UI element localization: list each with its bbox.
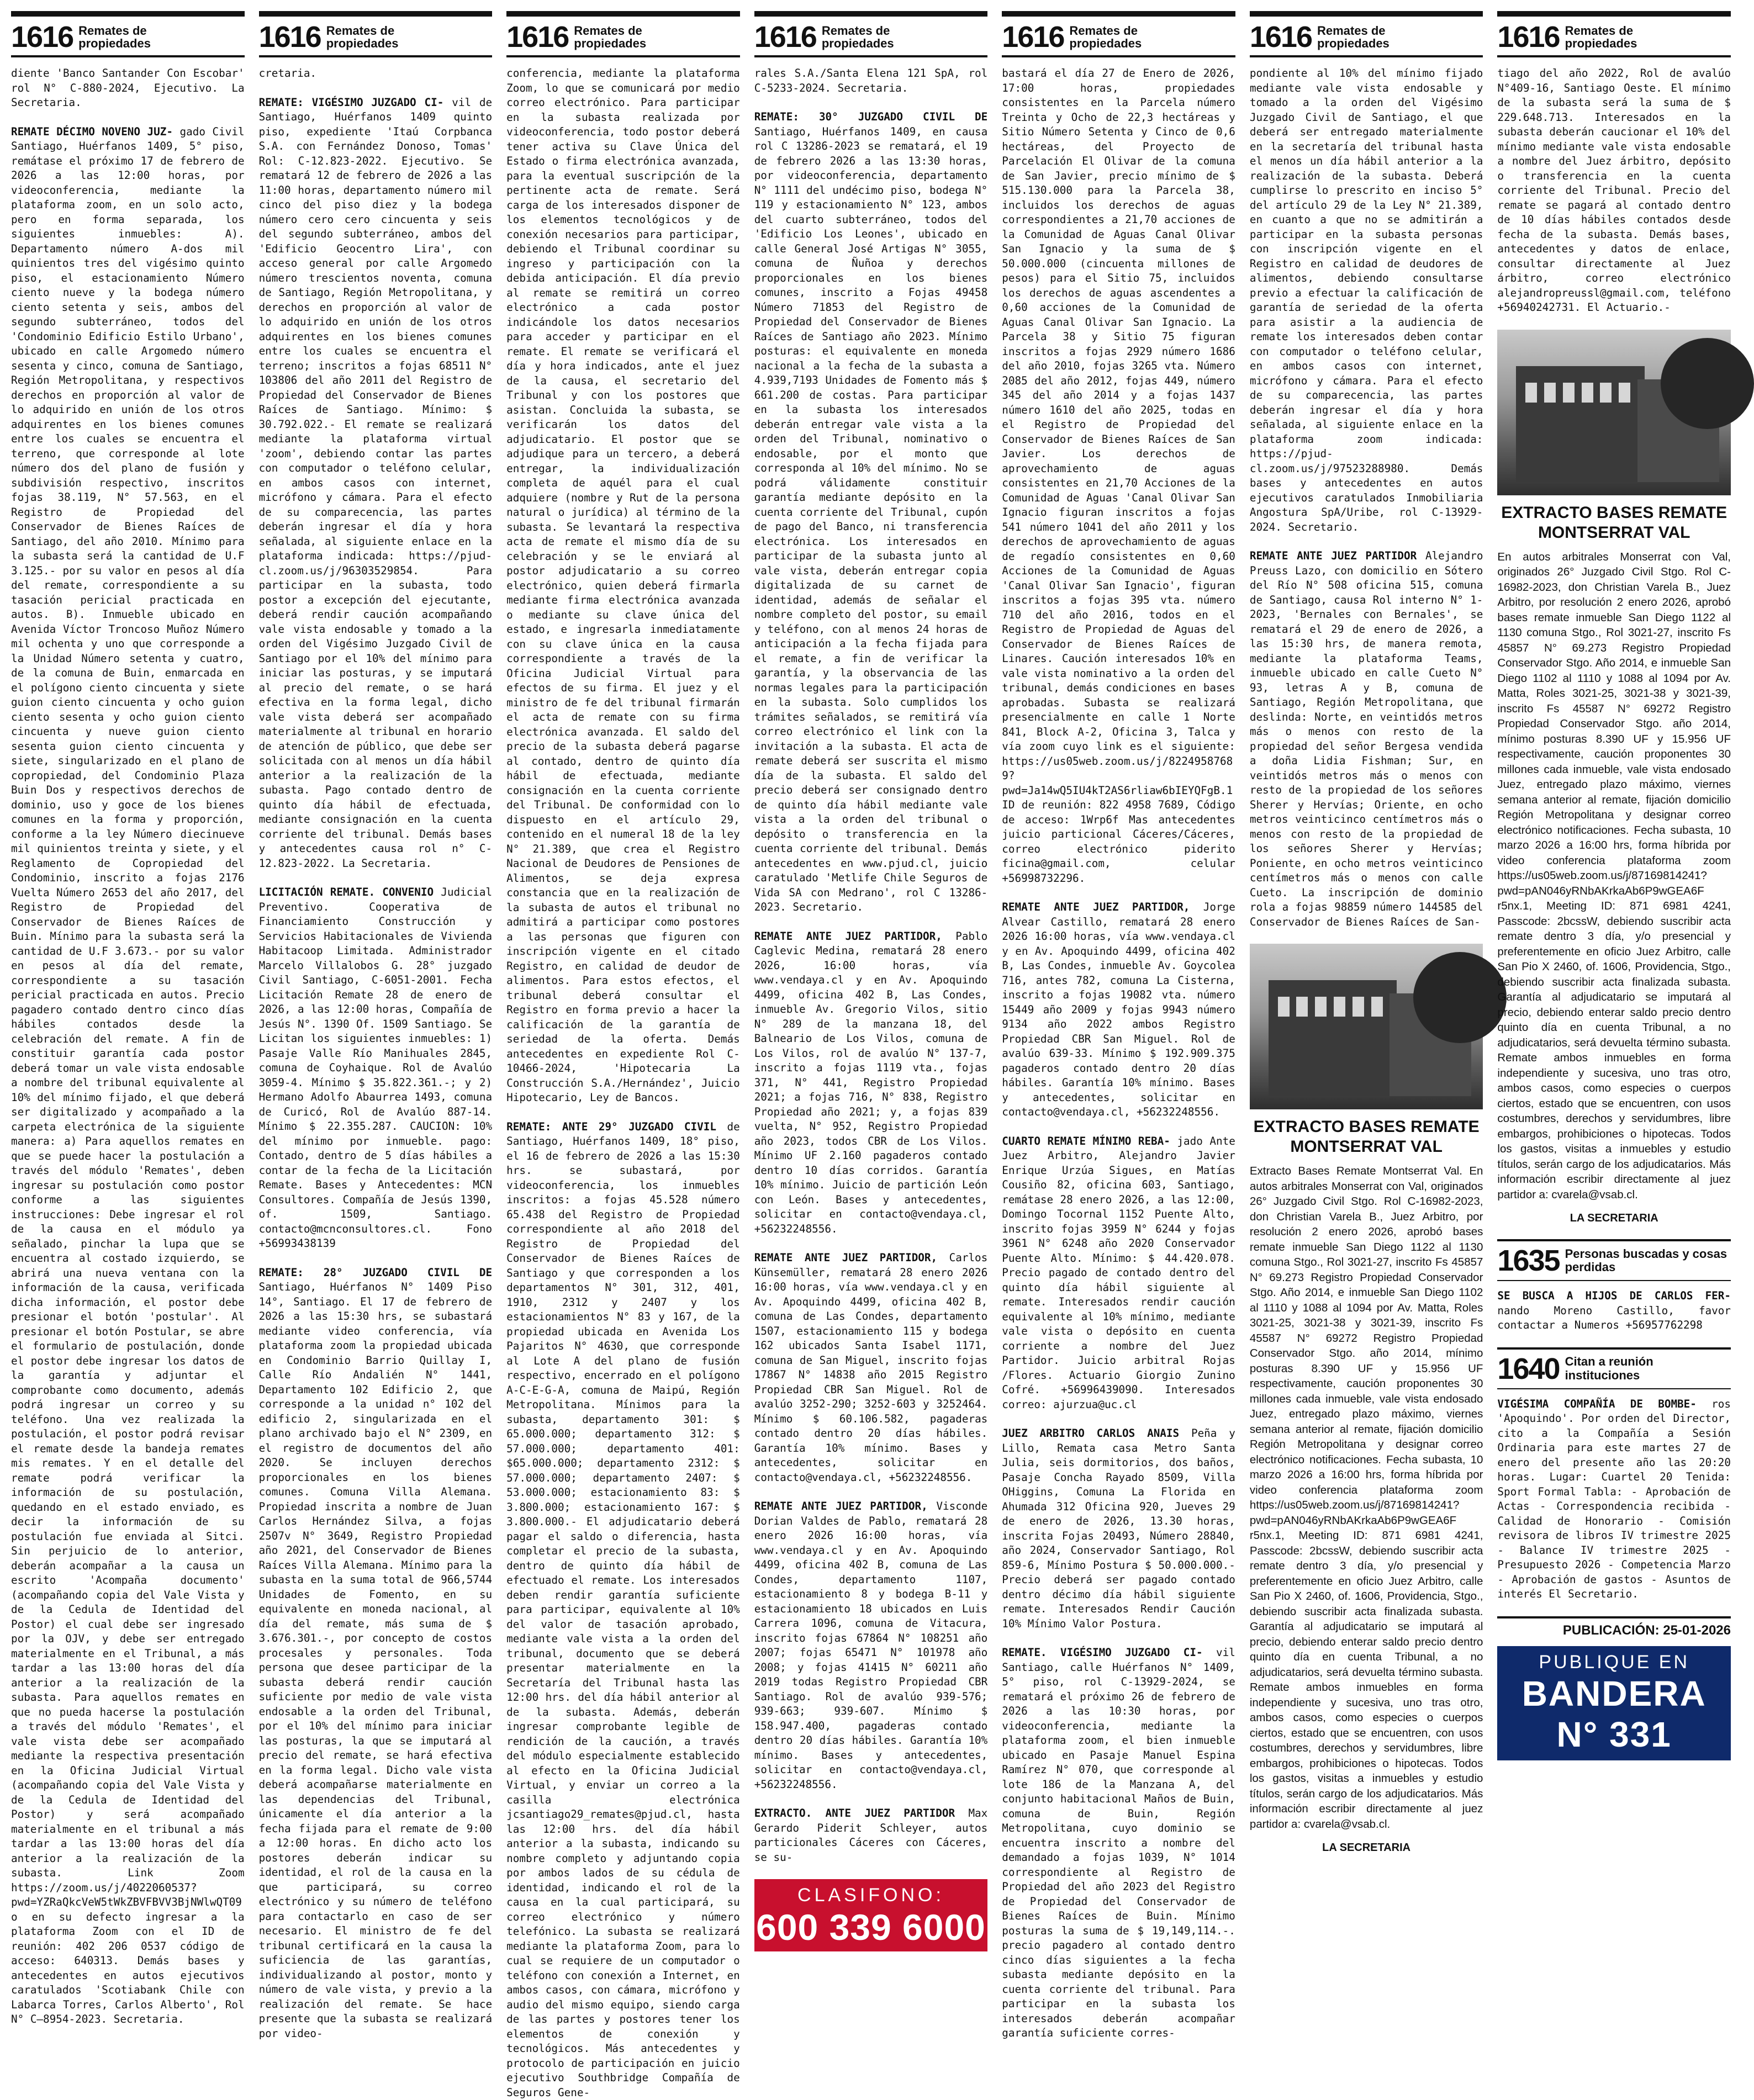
- section-label: Remates de propiedades: [822, 24, 916, 50]
- column-2: [259, 11, 493, 1885]
- clasifono-ad[interactable]: [754, 1879, 988, 1951]
- notice-body: Max Gerardo Piderit Schleyer, autos particionales Cáceres con Cáceres, se su-: [754, 1807, 994, 1864]
- extracto-body: Extracto Bases Remate Montserrat Val. En autos arbitrales Monserrat con Val, originados 26° Juzgado Civil Stgo. Rol C-16982-2023, don Christian Varela B., Juez Arbitro, por resolución 2 enero 2026, aprobó bases remate inmueble San Diego 1122 al 1130 comuna Stgo., Rol 3021-27, inscrito Fs 45857 N° 69.273 Registro Propiedad Conservador Stgo. Año 2014, e inmueble San Diego 1102 al 1110 y 1088 al 1094 por Av. Matta, Roles 3021-25, 3021-38 y 3021-39, inscrito Fs 45587 N° 69272 Registro Propiedad Conservador Stgo. año 2014, mínimo posturas 8.390 UF y 15.956 UF respectivamente, caución proponentes 30 millones cada inmueble, vale vista endosado Juez, entregado plazo máximo, viernes semana anterior al remate, fijación domicilio Región Metropolitana y designar correo electrónico notificaciones. Fecha subasta, 10 marzo 2026 a 16:00 hrs, forma híbrida por video conferencia plataforma zoom https://us05web.zoom.us/j/87169814241?pwd=pAN046yRNbAKrkaAb6P9wGEA6F r5nx.1, Meeting ID: 871 6981 4241, Passcode: 2bcssW, debiendo suscribir acta remate dentro 3 día, y/o presencial y preferentemente en oficio Juez Arbitro, calle San Pio X 2460, of. 1606, Providencia, Stgo., debiendo suscribir acta finalizada subasta. Garantía al adjudicatario se imputará al precio, debiendo enterar saldo precio dentro quinto día en cuenta Tribunal, a no adjudicatarios, será devuelta término subasta. Remate ambos inmuebles en forma independiente y sucesiva, uno tras otro, ambos casos, como especies o cuerpos ciertos, estado que se encuentren, con usos costumbres, derechos y servidumbres, libre embargos, prohibiciones o hipotecas. Todos los gastos, visitas a inmuebles y estudio títulos, serán cargo de los adjudicatarios. Más información escribir directamente al juez partidor a: cvarela@vsab.cl.: [1250, 1163, 1483, 1832]
- section-header: [1250, 11, 1483, 57]
- publique-line1: PUBLIQUE EN: [1497, 1652, 1731, 1673]
- window-shape: [1582, 383, 1593, 403]
- window-shape: [1600, 383, 1612, 403]
- notice-body: conferencia, mediante la plataforma Zoom, lo que se comunicará por medio correo electrónico. Para participar en la subasta realizada por videoconferencia, todo postor deberá tener activa su Clave Única del Estado o firma electrónica avanzada, para la eventual suscripción de la pertinente acta de remate. Será carga de los interesados disponer de los elementos tecnológicos y de conexión necesarios para participar, debiendo el Tribunal coordinar su ingreso y participación con la debida anticipación. El día previo al remate se remitirá un correo electrónico a cada postor indicándole los datos necesarios para acceder y participar en el remate. El remate se verificará el día y hora indicados, ante el juez de la causa, el secretario del Tribunal y con los postores que asistan. Concluida la subasta, se verificarán los datos del adjudicatario. El postor que se adjudique para un tercero, a deberá entregar, la individualización completa de aquél para el cual adquiere (nombre y Rut de la persona natural o jurídica) al término de la subasta. Se levantará la respectiva acta de remate el mismo día de su celebración y se le enviará al postor adjudicatario a su correo electrónico, quien deberá firmarla mediante firma electrónica avanzada o mediante su clave única del estado, e ingresarla inmediatamente con su clave única en la causa correspondiente a través de la Oficina Judicial Virtual para efectos de su firma. El juez y el ministro de fe del tribunal firmarán el acta de remate con su firma electrónica avanzada. El saldo del precio de la subasta deberá pagarse al contado, dentro de quinto día hábil de efectuada, mediante consignación en la cuenta corriente del Tribunal. De conformidad con lo dispuesto en el artículo 29, contenido en el numeral 18 de la ley N° 21.389, que crea el Registro Nacional de Deudores de Pensiones de Alimentos, se deja expresa constancia que en la realización de la subasta de autos el tribunal no admitirá a participar como postores a las personas que figuren con inscripción vigente en el citado Registro, en calidad de deudor de alimentos. Para estos efectos, el tribunal deberá consultar el Registro en forma previo a hacer la calificación de la garantía de seriedad de la oferta. Demás antecedentes en expediente Rol C-10466-2024, 'Hipotecaria La Construcción S.A./Hernández', Juicio Hipotecario, Ley de Bancos.: [506, 67, 746, 1104]
- window-shape: [1315, 997, 1327, 1017]
- extracto-body: En autos arbitrales Monserrat con Val, originados 26° Juzgado Civil Stgo. Rol C-16982-2023, don Christian Varela B., Juez Arbitro, por resolución 2 enero 2026, aprobó bases remate inmueble San Diego 1122 al 1130 comuna Stgo., Rol 3021-27, inscrito Fs 45857 N° 69.273 Registro Propiedad Conservador Stgo. Año 2014, e inmueble San Diego 1102 al 1110 y 1088 al 1094 por Av. Matta, Roles 3021-25, 3021-38 y 3021-39, inscrito Fs 45587 N° 69272 Registro Propiedad Conservador Stgo. año 2014, mínimo posturas 8.390 UF y 15.956 UF respectivamente, caución proponentes 30 millones cada inmueble, vale vista endosado Juez, entregado plazo máximo, viernes semana anterior al remate, fijación domicilio Región Metropolitana y designar correo electrónico notificaciones. Fecha subasta, 10 marzo 2026 a 16:00 hrs, forma híbrida por video conferencia plataforma zoom https://us05web.zoom.us/j/87169814241?pwd=pAN046yRNbAKrkaAb6P9wGEA6F r5nx.1, Meeting ID: 871 6981 4241, Passcode: 2bcssW, debiendo suscribir acta remate dentro 3 día, y/o presencial y preferentemente en oficio Juez Arbitro, calle San Pio X 2460, of. 1606, Providencia, Stgo., debiendo suscribir acta finalizada subasta. Garantía al adjudicatario se imputará al precio, debiendo enterar saldo precio dentro quinto día en cuenta Tribunal, a no adjudicatarios, será devuelta término subasta. Remate ambos inmuebles en forma independiente y sucesiva, uno tras otro, ambos casos, como especies o cuerpos ciertos, estado que se encuentren, con usos costumbres, derechos y servidumbres, libre embargos, prohibiciones o hipotecas. Todos los gastos, visitas a inmuebles y estudio títulos, serán cargo de los adjudicatarios. Más información escribir directamente al juez partidor a: cvarela@vsab.cl.: [1497, 549, 1731, 1203]
- category-label: Personas buscadas y cosas perdidas: [1565, 1247, 1731, 1274]
- window-shape: [1353, 997, 1364, 1017]
- section-number: 1616: [1250, 22, 1312, 52]
- section-label: Remates de propiedades: [1565, 24, 1659, 50]
- notice-body: Jorge Alvear Castillo, rematará 28 enero 2026 16:00 horas, vía www.vendaya.cl y en Av. Apoquindo 4499, oficina 402 B, Las Condes, inmueble Av. Goycolea 716, antes 782, comuna La Cisterna, inscrito a fojas 19082 vta. número 15449 año 2009 y fojas 9943 número 9134 año 2022 ambos Registro Propiedad CBR San Miguel. Rol de avalúo 639-33. Mínimo $ 192.909.375 pagaderos contado dentro 20 días hábiles. Garantía 10% mínimo. Bases y antecedentes, solicitar en contacto@vendaya.cl, +56232248556.: [1002, 901, 1241, 1118]
- property-photo: [1250, 944, 1483, 1109]
- notice-text: [754, 1251, 988, 1485]
- notice-body: nando Moreno Castillo, favor contactar a Numeros +56957762298: [1497, 1304, 1737, 1332]
- section-number: 1616: [754, 22, 816, 52]
- notice-body: ros 'Apoquindo'. Por orden del Director, cito a la Compañía a Sesión Ordinaria para este martes 27 de enero del presente año las 20:20 horas. Lugar: Cuartel 20 Tenida: Sport Formal Tabla: - Aprobación de Actas - Correspondencia recibida - Calidad de Honorario - Comisión revisora de libros IV trimestre 2025 - Balance IV trimestre 2025 - Presupuesto 2026 - Competencia Marzo - Aprobación de gastos - Asuntos de interés El Secretario.: [1497, 1398, 1737, 1601]
- notice-heading: VIGÉSIMA COMPAÑÍA DE BOMBE-: [1497, 1398, 1696, 1410]
- notice-heading: LICITACIÓN REMATE. CONVENIO: [259, 886, 434, 898]
- notice-text: [754, 110, 988, 915]
- secretaria-signature: LA SECRETARIA: [1250, 1842, 1483, 1854]
- window-shape: [1278, 997, 1290, 1017]
- notice-text: [1002, 1426, 1235, 1631]
- clasifono-title: CLASIFONO:: [754, 1885, 988, 1906]
- notice-text: [754, 1806, 988, 1865]
- notice-body: bastará el día 27 de Enero de 2026, 17:00 horas, propiedades consistentes en la Parcela número Treinta y Ocho de 22,3 hectáreas y Sitio Número Setenta y Cinco de 0,6 hectáreas, del Proyecto de Parcelación El Olivar de la comuna de San Javier, precio mínimo de $ 515.130.000 para la Parcela 38, incluidos los derechos de aguas correspondientes a 21,70 acciones de la Comunidad de Aguas Canal Olivar San Ignacio y la suma de $ 50.000.000 (cincuenta millones de pesos) para el Sitio 75, incluidos los derechos de aguas ascendentes a 0,60 acciones de la Comunidad de Aguas Canal Olivar San Ignacio. La Parcela 38 y Sitio 75 figuran inscritos a fojas 2929 número 1686 del año 2010, fojas 3265 vta. Número 2085 del año 2012, fojas 449, número 345 del año 2014 y a fojas 1437 número 1610 del año 2025, todas en el Registro de Propiedad del Conservador de Bienes Raíces de San Javier. Los derechos de aprovechamiento de aguas consistentes en 21,70 Acciones de la Comunidad de Aguas 'Canal Olivar San Ignacio figuran inscritos a fojas 541 número 1041 del año 2011 y los derechos de aprovechamiento de aguas de regadío consistentes en 0,60 Acciones de la Comunidad de Aguas 'Canal Olivar San Ignacio', figuran inscritos a fojas 395 vta. número 710 del año 2016, todos en el Registro de Propiedad de Aguas del Conservador de Bienes Raíces de Linares. Caución interesados 10% en vale vista nominativo a la orden del tribunal, demás condiciones en bases aprobadas. Subasta se realizará presencialmente en calle 1 Norte 841, Block A-2, Oficina 3, Talca y vía zoom cuyo link es el siguiente: https://us05web.zoom.us/j/82249587689?pwd=Ja14wQ5IU4kT2AS6rliaw6bIEYQFgB.1 ID de reunión: 822 4958 7689, Código de acceso: 1Wrp6f Mas antecedentes juicio particional Cáceres/Cáceres, correo electrónico piderito​ficina@gmail.com, celular +56998732296.: [1002, 67, 1241, 885]
- window-shape: [1371, 997, 1383, 1017]
- tree-shape: [1413, 952, 1507, 1043]
- column-4: [754, 11, 988, 1885]
- notice-text: [259, 1266, 493, 2041]
- notice-text: [259, 66, 493, 81]
- tree-shape: [1661, 338, 1754, 429]
- section-header: [11, 11, 245, 57]
- notice-text: [1497, 1289, 1731, 1333]
- notice-body: Alejandro Preuss Lazo, con domicilio en Sótero del Río N° 508 oficina 515, comuna de Santiago, causa Rol interno N° 1-2023, 'Bernales con Bernales', se rematará el 29 de enero de 2026, a las 15:30 hrs, de manera remota, mediante la plataforma Teams, inmueble ubicado en calle Cueto N° 93, letras A y B, comuna de Santiago, Región Metropolitana, que deslinda: Norte, en veintidós metros más o menos con resto de la propiedad del señor Bergesa vendida a doña Lidia Fishman; Sur, en veintidós metros más o menos con resto de la propiedad de los señores Sherer y Hervías; Oriente, en ocho metros veinticinco centímetros más o menos con resto de la propiedad de los señores Sherer y Hervías; Poniente, en ocho metros veinticinco centímetros más o menos con calle Cueto. La inscripción de dominio rola a fojas 98859 número 144585 del Conservador de Bienes Raíces de San-: [1250, 549, 1489, 928]
- notice-heading: EXTRACTO. ANTE JUEZ PARTIDOR: [754, 1807, 955, 1819]
- notice-heading: REMATE: VIGÉSIMO JUZGADO CI-: [259, 96, 444, 109]
- notice-heading: REMATE ANTE JUEZ PARTIDOR,: [1002, 901, 1190, 913]
- notice-text: [1250, 549, 1483, 929]
- section-label: Remates de propiedades: [78, 24, 172, 50]
- category-number: 1635: [1497, 1246, 1559, 1276]
- notice-heading: REMATE: 28° JUZGADO CIVIL DE: [259, 1266, 493, 1279]
- column-7: [1497, 11, 1731, 1885]
- notice-text: [11, 66, 245, 110]
- category-header: [1497, 1347, 1731, 1389]
- notice-text: [259, 96, 493, 871]
- window-shape: [1334, 997, 1345, 1017]
- notice-heading: REMATE. VIGÉSIMO JUZGADO CI-: [1002, 1646, 1202, 1659]
- notice-heading: REMATE ANTE JUEZ PARTIDOR,: [754, 1251, 937, 1264]
- notice-body: vil Santiago, calle Huérfanos N° 1409, 5° piso, rol C-13929-2024, se rematará el próximo 26 de febrero de 2026 a las 10:30 horas, por videoconferencia, mediante la plataforma zoom, el bien inmueble ubicado en Pasaje Manuel Espina Ramírez N° 070, que corresponde al lote 186 de la Manzana A, del conjunto habitacional Maños de Buin, comuna de Buin, Región Metropolitana, cuyo dominio se encuentra inscrito a nombre del demandado a fojas 1039, N° 1014 correspondiente al Registro de Propiedad del año 2023 del Registro de Propiedad del Conservador de Bienes Raíces de Buin. Mínimo posturas la suma de $ 19,149,114.-. precio pagadero al contado dentro cinco días siguientes a la fecha subasta mediante depósito en la cuenta corriente del tribunal. Para participar en la subasta los interesados deberán acompañar garantía suficiente corres-: [1002, 1646, 1241, 2039]
- column-3: [506, 11, 740, 1885]
- notice-body: diente 'Banco Santander Con Escobar' rol N° C-880-2024, Ejecutivo. La Secretaria.: [11, 67, 251, 109]
- section-header: [1002, 11, 1235, 57]
- section-number: 1616: [1002, 22, 1064, 52]
- section-header: [506, 11, 740, 57]
- notice-body: de Santiago, Huérfanos 1409, 18° piso, el 16 de febrero de 2026 a las 15:30 hrs. se subastará, por videoconferencia, los inmuebles inscritos: a fojas 45.528 número 65.438 del Registro de Propiedad correspondiente al año 2018 del Registro de Propiedad del Conservador de Bienes Raíces de Santiago y que corresponden a los departamentos N° 301, 312, 401, 1910, 2312 y 2407 y los estacionamientos N° 83 y 167, de la propiedad ubicada en Avenida Los Pajaritos N° 4630, que corresponde al Lote A del plano de fusión respectivo, encerrado en el polígono A-C-E-G-A, comuna de Maipú, Región Metropolitana. Mínimos para la subasta, departamento 301: $ 65.000.000; departamento 312: $ 57.000.000; departamento 401: $65.000.000; departamento 2312: $ 57.000.000; departamento 2407: $ 53.000.000; estacionamiento 83: $ 3.800.000; estacionamiento 167: $ 3.800.000.- El adjudicatario deberá pagar el saldo o diferencia, hasta completar el precio de la subasta, dentro de quinto día hábil de efectuado el remate. Los interesados deben rendir garantía suficiente para participar, equivalente al 10% del valor de tasación aprobado, mediante vale vista a la orden del tribunal, documento que se deberá presentar materialmente en la Secretaría del Tribunal hasta las 12:00 hrs. del día hábil anterior al de la subasta. Además, deberán ingresar comprobante legible de rendición de la caución, a través del módulo especialmente establecido al efecto en la Oficina Judicial Virtual, y enviar un correo a la casilla electrónica jcsantiago29_remates@pjud.cl, hasta las 12:00 hrs. del día hábil anterior a la subasta, indicando su nombre completo y adjuntando copia por ambos lados de su cédula de identidad, indicando el rol de la causa en la cual participará, su correo electrónico y número telefónico. La subasta se realizará mediante la plataforma Zoom, para lo cual se requiere de un computador o teléfono con conexión a Internet, en ambos casos, con cámara, micrófono y audio del mismo equipo, siendo carga de las partes y postores tener los elementos de conexión y tecnológicos. Más antecedentes y protocolo de participación en juicio ejecutivo Southbridge Compañía de Seguros Gene-: [506, 1120, 746, 2099]
- window-shape: [1563, 383, 1575, 403]
- notice-heading: REMATE: ANTE 29° JUZGADO CIVIL: [506, 1120, 716, 1133]
- notice-heading: CUARTO REMATE MÍNIMO REBA-: [1002, 1135, 1170, 1147]
- category-number: 1640: [1497, 1354, 1559, 1384]
- section-header: [1497, 11, 1731, 57]
- section-header: [754, 11, 988, 57]
- notice-body: Santiago, Huérfanos 1409, en causa rol C 13286-2023 se rematará, el 19 de febrero 2026 a las 13:30 horas, por videoconferencia, departamento N° 1111 del undécimo piso, bodega N° 119 y estacionamiento N° 123, ambos del cuarto subterráneo, todos del 'Edificio Los Leones', ubicado en calle General José Artigas N° 3055, comuna de Ñuñoa y derechos proporcionales en los bienes comunes, inscrito a Fojas 49458 Número 71853 del Registro de Propiedad del Conservador de Bienes Raíces de Santiago año 2023. Mínimo posturas: el equivalente en moneda nacional a la fecha de la subasta a 4.939,7193 Unidades de Fomento más $ 661.200 de costas. Para participar en la subasta los interesados deberán entregar vale vista a la orden del Tribunal, nominativo o endosable, por el monto que corresponda al 10% del mínimo. No se podrá válidamente constituir garantía mediante depósito en la cuenta corriente del Tribunal, cupón de pago del Banco, ni transferencia electrónica. Los interesados en participar de la subasta junto al vale vista, deberán entregar copia digitalizada de su carnet de identidad, además de señalar el nombre completo del postor, su email y teléfono, con al menos 24 horas de anticipación a la fecha fijada para el remate, a fin de verificar la garantía, y la observancia de las normas legales para la participación en la subasta. Solo cumplidos los trámites señalados, se remitirá vía correo electrónico el link con la invitación a la subasta. El acta de remate deberá ser suscrita el mismo día de la subasta. El saldo del precio deberá ser consignado dentro de quinto día hábil mediante vale vista a la orden del tribunal o depósito o transferencia en la cuenta corriente del tribunal. Demás antecedentes en www.pjud.cl, juicio caratulado 'Metlife Chile Seguros de Vida SA con Medrano', rol C 13286-2023. Secretario.: [754, 125, 994, 914]
- notice-heading: REMATE DÉCIMO NOVENO JUZ-: [11, 125, 173, 138]
- section-label: Remates de propiedades: [574, 24, 668, 50]
- notice-body: Visconde Dorian Valdes de Pablo, rematará 28 enero 2026 16:00 horas, vía www.vendaya.cl y en Av. Apoquindo 4499, oficina 402 B, comuna de Las Condes, departamento 1107, estacionamiento 8 y bodega B-11 y estacionamiento 18 ubicados en Luis Carrera 1096, comuna de Vitacura, inscrito fojas 67864 N° 108251 año 2007; fojas 65471 N° 101978 año 2008; y fojas 41415 N° 60211 año 2019 todas Registro Propiedad CBR Santiago. Rol de avalúo 939-576; 939-663; 939-607. Mínimo $ 158.947.400, pagaderas contado dentro 20 días hábiles. Garantía 10% mínimo. Bases y antecedentes, solicitar en contacto@vendaya.cl, +56232248556.: [754, 1500, 994, 1791]
- notice-heading: REMATE ANTE JUEZ PARTIDOR,: [754, 930, 942, 943]
- notice-text: [1497, 1397, 1731, 1602]
- notice-text: [754, 1499, 988, 1792]
- notice-text: [754, 929, 988, 1237]
- publication-date: PUBLICACIÓN: 25-01-2026: [1497, 1616, 1731, 1638]
- section-number: 1616: [1497, 22, 1559, 52]
- notice-body: Peña y Lillo, Remata casa Metro Santa Julia, seis dormitorios, dos baños, Pasaje Concha Rayado 8509, Villa OHiggins, Comuna La Florida en Ahumada 312 Oficina 920, Jueves 29 de enero de 2026, 13.30 horas, inscrita Fojas 20493, Número 28840, año 2024, Conservador Santiago, Rol 859-6, Mínimo Postura $ 50.000.000.- Precio deberá ser pagado contado dentro décimo día hábil siguiente remate. Interesados Rendir Caución 10% Mínimo Valor Postura.: [1002, 1427, 1241, 1630]
- notice-body: rales S.A./Santa Elena 121 SpA, rol C-5233-2024. Secretaria.: [754, 67, 994, 94]
- notice-text: [11, 125, 245, 2027]
- classified-page: [11, 11, 1731, 1885]
- clasifono-phone: 600 339 6000: [754, 1906, 988, 1948]
- notice-body: Carlos Künsemüller, rematará 28 enero 2026 16:00 horas, vía www.vendaya.cl y en Av. Apoquindo 4499, oficina 402 B, comuna de Las Condes, departamento 1507, estacionamiento 115 y bodega 162 ubicados Santa Isabel 1171, comuna de San Miguel, inscrito fojas 17867 N° 14838 año 2015 Registro Propiedad CBR San Miguel. Rol de avalúo 3252-290; 3252-603 y 3252464. Mínimo $ 60.106.582, pagaderas contado dentro 20 días hábiles. Garantía 10% mínimo. Bases y antecedentes, solicitar en contacto@vendaya.cl, +56232248556.: [754, 1251, 994, 1484]
- notice-body: jado Ante Juez Arbitro, Alejandro Javier Enrique Urzúa Sigues, en Matías Cousiño 82, oficina 603, Santiago, remátase 28 enero 2026, a las 12:00, Domingo Tocornal 1152 Puente Alto, inscrito fojas 3959 N° 6244 y fojas 3961 N° 6248 año 2020 Conservador Puente Alto. Mínimo: $ 44.420.078. Precio pagado de contado dentro del quinto día hábil siguiente al remate. Interesados rendir caución equivalente al 10% mínimo, mediante vale vista o depósito en cuenta corriente a nombre del Juez Partidor. Juicio arbitral Rojas /Flores. Actuario Giorgio Zunino Cofré. +56996439090. Interesados correo: ajurzua@uc.cl: [1002, 1135, 1241, 1411]
- section-number: 1616: [506, 22, 568, 52]
- notice-text: [259, 885, 493, 1251]
- notice-body: Pablo Caglevic Medina, rematará 28 enero 2026, 16:00 horas, vía www.vendaya.cl y en Av. Apoquindo 4499, oficina 402 B, Las Condes, inmueble Av. Gregorio Vilos, sitio N° 289 de la manzana 18, del Balneario de Los Vilos, comuna de Los Vilos, rol de avalúo N° 137-7, inscrito a fojas 1119 vta., fojas 371, N° 441, Registro Propiedad 2021; a fojas 716, N° 838, Registro Propiedad año 2021; y, a fojas 839 vuelta, N° 952, Registro Propiedad año 2023, todos CBR de Los Vilos. Mínimo UF 2.160 pagaderos contado dentro 10 días corridos. Garantía 10% mínimo. Juicio de partición León con León. Bases y antecedentes, solicitar en contacto@vendaya.cl, +56232248556.: [754, 930, 994, 1235]
- notice-text: [1002, 66, 1235, 886]
- window-shape: [1544, 383, 1556, 403]
- publique-line2: BANDERA N° 331: [1497, 1673, 1731, 1755]
- section-number: 1616: [11, 22, 73, 52]
- notice-body: gado Civil Santiago, Huérfanos 1409, 5° piso, remátase el próximo 17 de febrero de 2026 a las 12:00 horas, por videoconferencia, mediante la plataforma zoom, en un solo acto, pero en forma separada, los siguientes inmuebles: A). Departamento número A-dos mil quinientos tres del vigésimo quinto piso, el estacionamiento Número ciento nueve y la bodega número ciento setenta y seis, ambos del segundo subterráneo, todos del 'Condominio Edificio Estilo Urbano', ubicado en calle Argomedo número sesenta y cinco, comuna de Santiago, Región Metropolitana, y respectivos derechos en proporción al valor de lo adquirido en unión de los otros adquirentes en los bienes comunes entre los cuales se encuentra el terreno, que corresponde al lote número dos del plano de fusión y subdivisión respectivo, inscritos fojas 38.119, N° 57.563, en el Registro de Propiedad del Conservador de Bienes Raíces de Santiago, del año 2010. Mínimo para la subasta será la cantidad de U.F 3.125.- por su valor en pesos al día del remate, correspondiente a su tasación pericial practicada en autos. B). Inmueble ubicado en Avenida Víctor Troncoso Muñoz Número mil ochenta y uno que corresponde a la Unidad Número setenta y cuatro, de la comuna de Buin, enmarcada en el polígono ciento cincuenta y siete guion ciento cincuenta y ocho guion ciento sesenta y ocho guion ciento cincuenta y nueve guion ciento sesenta guion ciento cincuenta y siete, singularizado en el plano de copropiedad, del Condominio Plaza Buin Dos y respectivos derechos de dominio, uso y goce de los bienes comunes en la forma y proporción, conforme a la ley Número diecinueve mil quinientos treinta y siete, y el Reglamento de Copropiedad del Condominio, inscrito a fojas 2176 Vuelta Número 2653 del año 2017, del Registro de Propiedad del Conservador de Bienes Raíces de Buin. Mínimo para la subasta será la cantidad de U.F 3.673.- por su valor en pesos al día del remate, correspondiente a su tasación pericial practicada en autos. Precio pagadero contado dentro cinco días hábiles contados desde la celebración del remate. A fin de constituir garantía cada postor deberá tomar un vale vista endosable a nombre del tribunal equivalente al 10% del mínimo fijado, el que deberá ser digitalizado y acompañado a la carpeta electrónica de la siguiente manera: a) Para aquellos remates en que se puede hacer la postulación a través del módulo 'Remates', deben ingresar su postulación como postor conforme a las siguientes instrucciones: Debe ingresar el rol de la causa en el módulo ya señalado, pinchar la lupa que se encuentra al costado izquierdo, se abrirá una nueva ventana con la información de la causa, verificada dicha información, el postor debe presionar el botón 'postular'. Al presionar el botón Postular, se abre el formulario de postulación, donde el postor debe ingresar los datos de la garantía y adjuntar el comprobante como documento, además podrá ingresar un correo y su teléfono. Una vez realizada la postulación, el postor podrá revisar el remate desde la bandeja remates mis remates. Y en el detalle del remate podrá verificar la información de su postulación, quedando en el estado enviado, es decir la información de su postulación fue enviada al Sitci. Sin perjuicio de lo anterior, deberán acompañar a la causa un escrito 'Acompaña documento' (acompañando copia del Vale Vista y de la Cedula de Identidad del Postor) el cual debe ser ingresado por la OJV, y debe ser entregado materialmente en el Tribunal, a más tardar a las 13:00 horas del día anterior a la realización de la subasta. Para aquellos remates en que no pueda hacerse la postulación a través del módulo 'Remates', el vale vista debe ser acompañado mediante la respectiva presentación en la Oficina Judicial Virtual (acompañando copia del Vale Vista y de la Cedula de Identidad del Postor) y será acompañado materialmente en el tribunal a más tardar a las 13:00 horas del día anterior a la realización de la subasta. Link Zoom https://zoom.us/j/4022060537?pwd=YZRaQkcVeW5tWkZBVFBVV3BjNWlwQT09 o en su defecto ingresar a la plataforma Zoom con el ID de reunión: 402 206 0537 código de acceso: 640313. Demás bases y antecedentes en autos ejecutivos caratulados 'Scotiabank Chile con Labarca Torres, Carlos Alberto', Rol N° C—8954-2023. Secretaria.: [11, 125, 251, 2026]
- section-label: Remates de propiedades: [1069, 24, 1163, 50]
- notice-text: [506, 1120, 740, 2100]
- notice-text: [1497, 66, 1731, 315]
- notice-body: vil de Santiago, Huérfanos 1409 quinto piso, expediente 'Itaú Corpbanca S.A. con Fernández Donoso, Tomas' Rol: C-12.823-2022. Ejecutivo. Se rematará 12 de febrero de 2026 a las 11:00 horas, departamento número mil cinco del piso diez y la bodega número cero cero cincuenta y seis del segundo subterráneo, ambos del 'Edificio Geocentro Lira', con acceso general por calle Argomedo número trescientos noventa, comuna de Santiago, Región Metropolitana, y derechos en proporción al valor de lo adquirido en unión de los otros adquirentes en los bienes comunes entre los cuales se encuentra el terreno; inscritos a fojas 68511 N° 103806 del año 2011 del Registro de Propiedad del Conservador de Bienes Raíces de Santiago. Mínimo: $ 30.792.022.- El remate se realizará mediante la plataforma virtual 'zoom', debiendo contar las partes con computador o teléfono celular, en ambos casos con internet, micrófono y cámara. Para el efecto de su comparecencia, las partes deberán ingresar el día y hora señalada, al siguiente enlace en la plataforma indicada: https://pjud-cl.zoom.us/j/96303529854. Para participar en la subasta, todo postor a excepción del ejecutante, deberá rendir caución acompañando vale vista endosable y tomado a la orden del Vigésimo Juzgado Civil de Santiago por el 10% del mínimo para iniciar las posturas, y se imputará al precio del remate, o se hará efectiva en la forma legal, dicho vale vista deberá ser acompañado materialmente al tribunal en horario de atención de público, que debe ser solicitada con al menos un día hábil anterior a la realización de la subasta. Pago contado dentro de quinto día hábil de efectuada, mediante consignación en la cuenta corriente del tribunal. Demás bases y antecedentes causa rol n° C-12.823-2022. La Secretaria.: [259, 96, 499, 870]
- section-label: Remates de propiedades: [326, 24, 420, 50]
- notice-body: Judicial Preventivo. Cooperativa de Financiamiento Construcción y Servicios Habitacionales de Vivienda Habitacoop Limitada. Administrador Marcelo Villalobos G. 28° juzgado Civil Santiago, C-6051-2001. Fecha Licitación Remate 28 de enero de 2026, a las 12:00 horas, Compañía de Jesús N°. 1390 Of. 1509 Santiago. Se Licitan los siguientes inmuebles: 1) Pasaje Valle Río Manihuales 2845, comuna de Coyhaique. Rol de Avalúo 3059-4. Mínimo $ 35.822.361.-; y 2) Hermano Adolfo Abaurrea 1493, comuna de Curicó, Rol de Avalúo 887-14. Mínimo $ 22.355.287. CAUCION: 10% del mínimo por inmueble. pago: Contado, dentro de 5 días hábiles a contar de la fecha de la Licitación Remate. Bases y Antecedentes: MCN Consultores. Compañía de Jesús 1390, of. 1509, Santiago. contacto@mcnconsultores.cl. Fono +56993438139: [259, 886, 499, 1250]
- notice-text: [506, 66, 740, 1105]
- notice-body: pondiente al 10% del mínimo fijado mediante vale vista endosable y tomado a la orden del Vigésimo Juzgado Civil de Santiago, el que deberá ser entregado materialmente en la secretaría del tribunal hasta el menos un día hábil anterior a la realización de la subasta. Deberá cumplirse lo prescrito en inciso 5° del artículo 29 de la Ley N° 21.389, en cuanto a que no se admitirán a participar en la subasta personas con inscripción vigente en el Registro en calidad de deudores de alimentos, debiendo consultarse previo a efectuar la calificación de garantía de seriedad de la oferta para asistir a la audiencia de remate los interesados deben contar con computador o teléfono celular, en ambos casos con internet, micrófono y cámara. Para el efecto de su comparecencia, las partes deberán ingresar el día y hora señalada, al siguiente enlace en la plataforma zoom indicada: https://pjud-cl.zoom.us/j/97523288980. Demás bases y antecedentes en autos ejecutivos caratulados Inmobiliaria Angostura SpA/Uribe, rol C-13929-2024. Secretario.: [1250, 67, 1489, 533]
- notice-text: [1002, 900, 1235, 1120]
- extracto-title: EXTRACTO BASES REMATE MONTSERRAT VAL: [1250, 1117, 1483, 1157]
- notice-text: [1002, 1134, 1235, 1413]
- window-shape: [1296, 997, 1308, 1017]
- secretaria-signature: LA SECRETARIA: [1497, 1212, 1731, 1225]
- notice-body: tiago del año 2022, Rol de avalúo N°409-16, Santiago Oeste. El mínimo de la subasta será la suma de $ 229.648.713. Interesados en la subasta deberán caucionar el 10% del mínimo mediante vale vista endosable a nombre del Juez árbitro, depósito o transferencia en la cuenta corriente del Tribunal. Precio del remate se pagará al contado dentro de 10 días hábiles contados desde fecha de la subasta. Demás bases, antecedentes y datos de enlace, consultar directamente al Juez árbitro, correo electrónico alejandropreussl@gmail.com, teléfono +56940242731. El Actuario.-: [1497, 67, 1737, 314]
- notice-body: Santiago, Huérfanos N° 1409 Piso 14°, Santiago. El 17 de febrero de 2026 a las 15:30 hrs, se subastará mediante video conferencia, vía plataforma zoom la propiedad ubicada en Condominio Barrio Quillay I, Calle Río Andalién N° 1441, Departamento 102 Edificio 2, que corresponde a la unidad n° 102 del edificio 2, singularizada en el plano archivado bajo el N° 2309, en el registro de documentos del año 2020. Se incluyen derechos proporcionales en los bienes comunes. Comuna Villa Alemana. Propiedad inscrita a nombre de Juan Carlos Hernández Silva, a fojas 2507v N° 3649, Registro Propiedad año 2021, del Conservador de Bienes Raíces Villa Alemana. Mínimo para la subasta en la suma total de 966,5744 Unidades de Fomento, en su equivalente en moneda nacional, al día del remate, más suma de $ 3.676.301.-, por concepto de costos procesales y personales. Toda persona que desee participar de la subasta deberá rendir caución suficiente por medio de vale vista endosable a la orden del Tribunal, por el 10% del mínimo para iniciar las posturas, la que se imputará al precio del remate, se hará efectiva en la forma legal. Dicho vale vista deberá acompañarse materialmente en las dependencias del Tribunal, únicamente el día anterior a la fecha fijada para el remate de 9:00 a 12:00 horas. En dicho acto los postores deberán indicar su identidad, el rol de la causa en la que participará, su correo electrónico y su número de teléfono para contactarlo en caso de ser necesario. El ministro de fe del tribunal certificará en la causa la suficiencia de las garantías, individualizando al postor, monto y número de vale vista, y previo a la realización del remate. Se hace presente que la subasta se realizará por video-: [259, 1281, 499, 2040]
- column-5: [1002, 11, 1235, 1885]
- column-6: [1250, 11, 1483, 1885]
- notice-heading: REMATE ANTE JUEZ PARTIDOR,: [754, 1500, 928, 1512]
- publique-ad[interactable]: [1497, 1646, 1731, 1760]
- notice-heading: REMATE: 30° JUZGADO CIVIL DE: [754, 110, 988, 123]
- category-label: Citan a reunión instituciones: [1565, 1355, 1731, 1382]
- column-1: [11, 11, 245, 1885]
- property-photo: [1497, 330, 1731, 495]
- notice-text: [754, 66, 988, 96]
- notice-text: [1250, 66, 1483, 535]
- section-header: [259, 11, 493, 57]
- section-label: Remates de propiedades: [1317, 24, 1411, 50]
- window-shape: [1619, 383, 1630, 403]
- window-shape: [1525, 383, 1537, 403]
- category-header: [1497, 1239, 1731, 1281]
- notice-heading: REMATE ANTE JUEZ PARTIDOR: [1250, 549, 1417, 562]
- notice-heading: JUEZ ARBITRO CARLOS ANAIS: [1002, 1427, 1179, 1440]
- notice-text: [1002, 1646, 1235, 2041]
- notice-heading: SE BUSCA A HIJOS DE CARLOS FER-: [1497, 1289, 1731, 1302]
- notice-body: cretaria.: [259, 67, 316, 80]
- section-number: 1616: [259, 22, 321, 52]
- extracto-title: EXTRACTO BASES REMATE MONTSERRAT VAL: [1497, 503, 1731, 543]
